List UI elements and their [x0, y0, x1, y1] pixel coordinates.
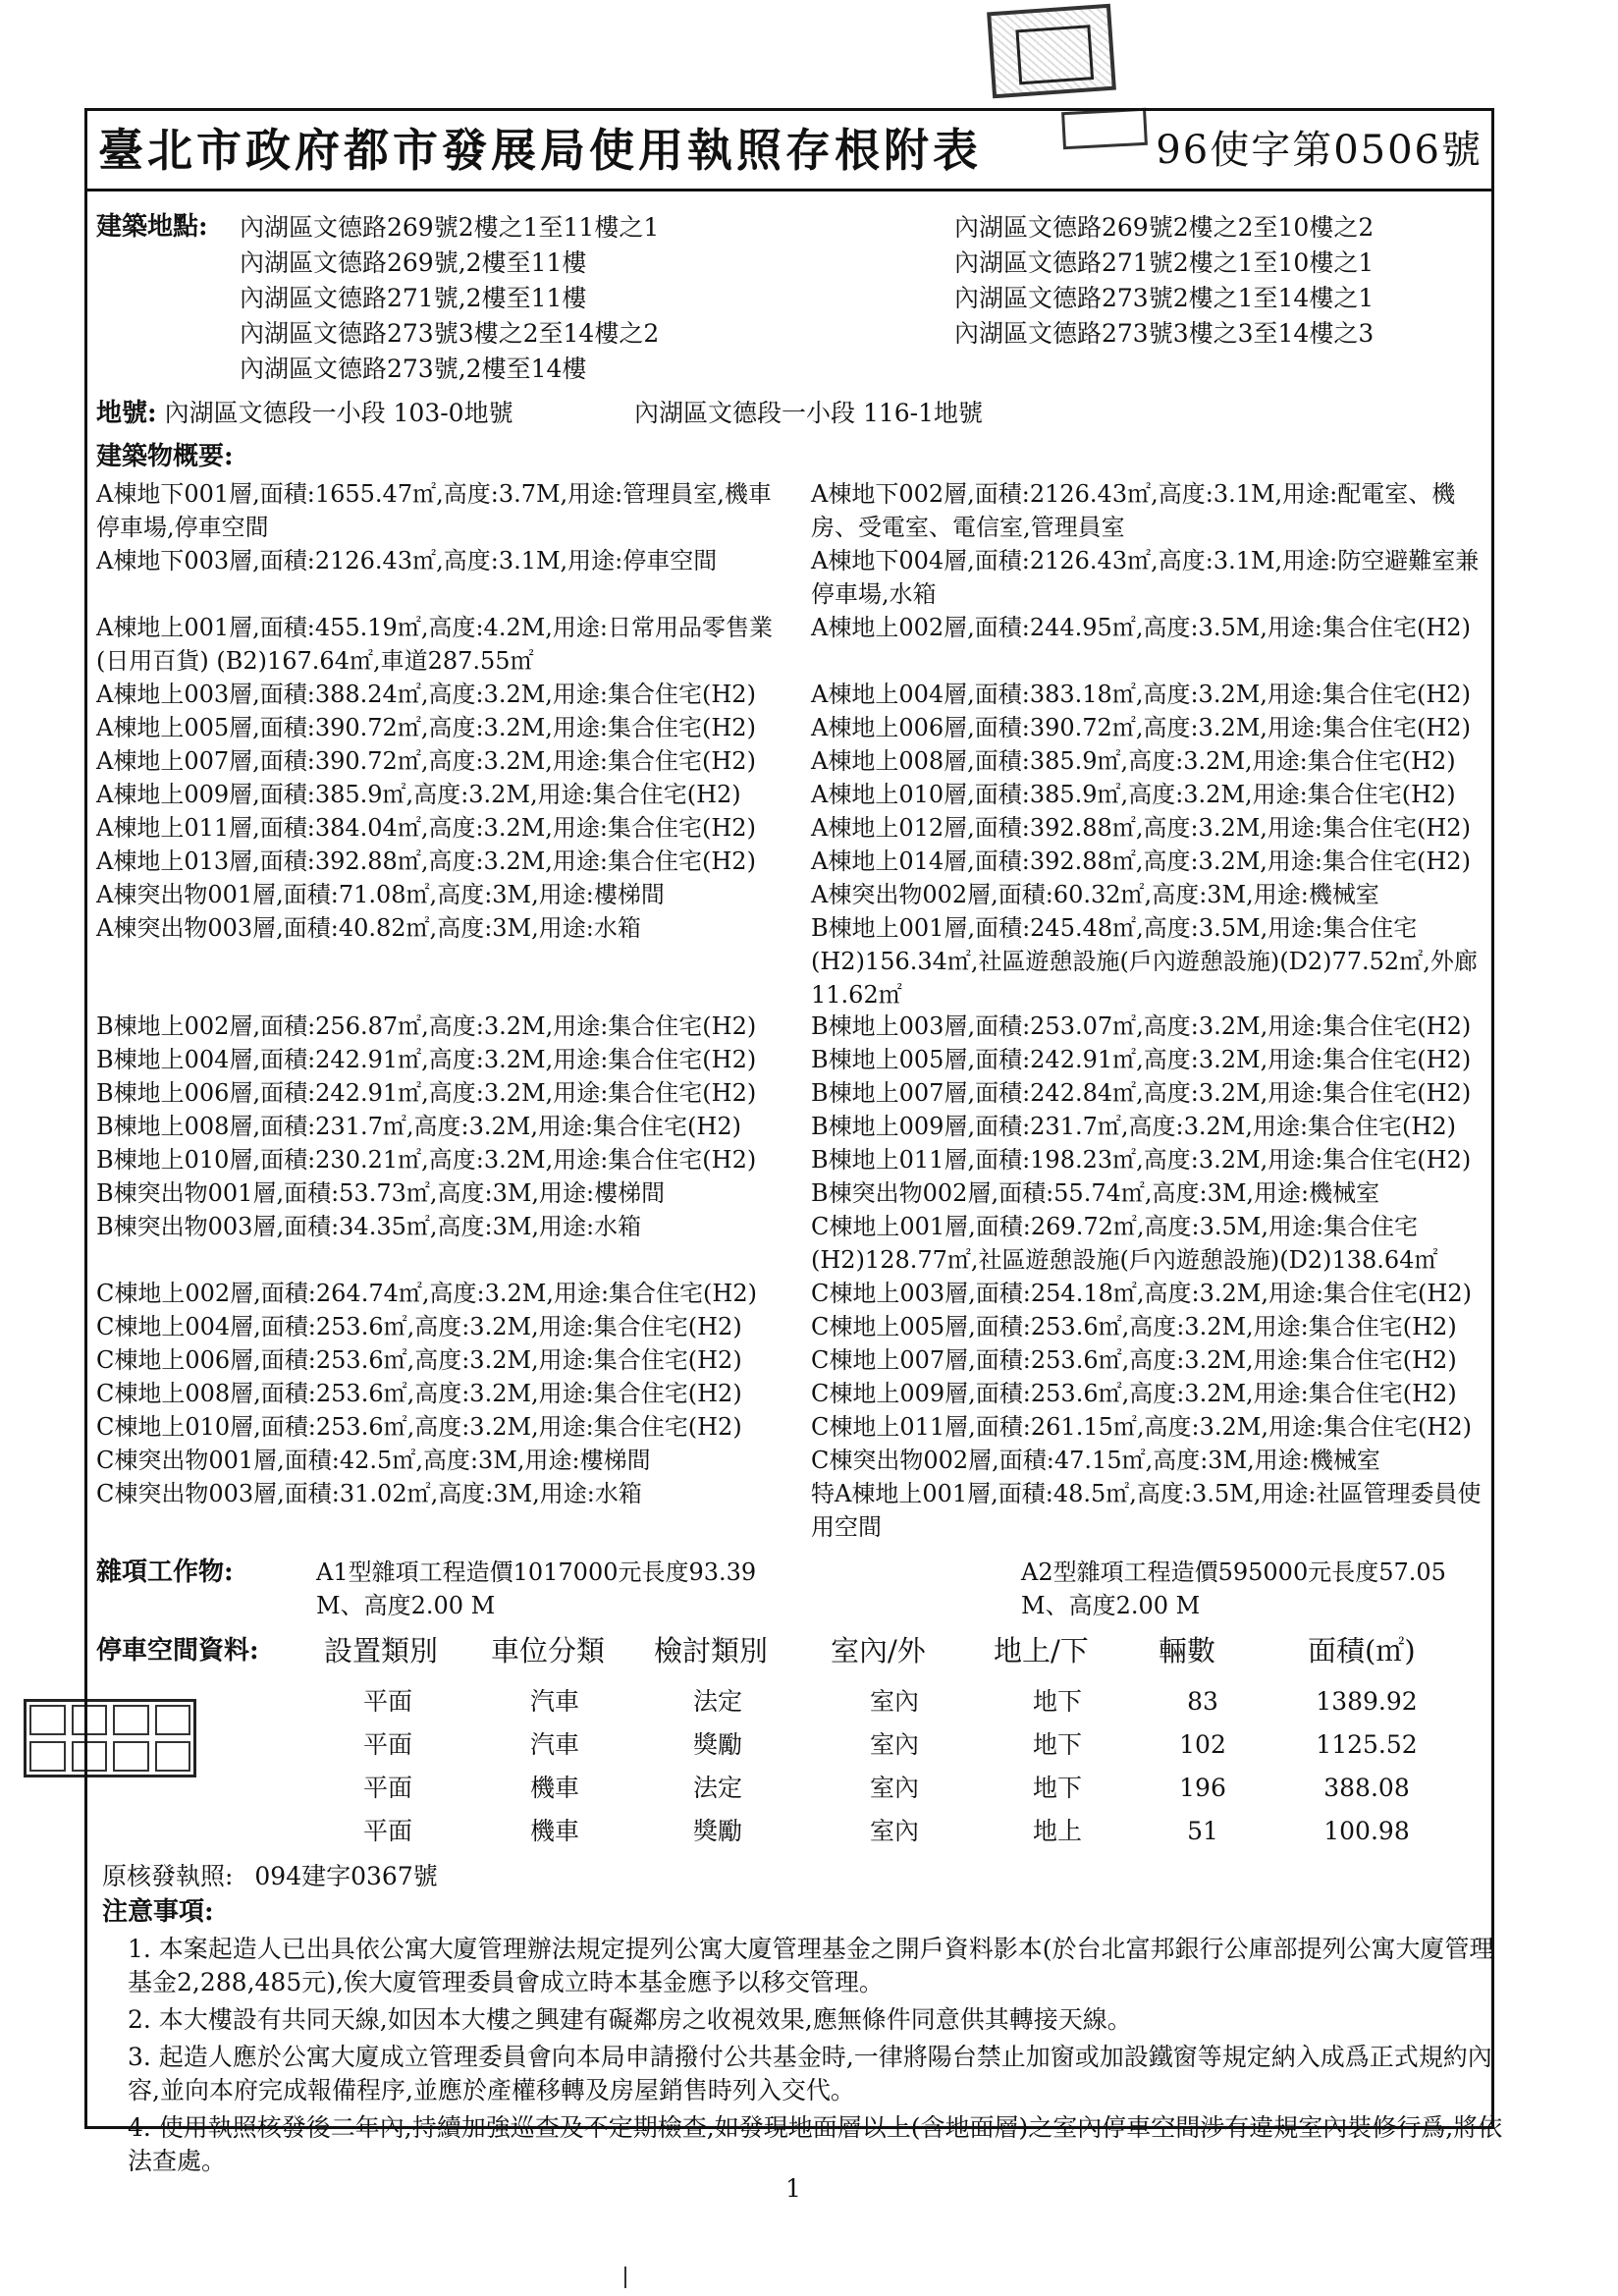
location-label: 建築地點: — [96, 212, 208, 242]
overview-cell-right: A棟地上008層,面積:385.9㎡,高度:3.2M,用途:集合住宅(H2) — [811, 747, 1456, 775]
overview-cell-left: B棟地上008層,面積:231.7㎡,高度:3.2M,用途:集合住宅(H2) — [96, 1113, 741, 1140]
parking-cell-area: 388.08 — [1323, 1774, 1410, 1802]
overview-cell-left: B棟地上010層,面積:230.21㎡,高度:3.2M,用途:集合住宅(H2) — [96, 1146, 757, 1174]
location-item: 內湖區文德路273號3樓之2至14樓之2 — [240, 319, 660, 348]
parking-cell-level: 地下 — [1032, 1687, 1082, 1716]
overview-cell-right: A棟地下004層,面積:2126.43㎡,高度:3.1M,用途:防空避難室兼停車場,水箱 — [811, 547, 1480, 608]
overview-cell-right: A棟地上010層,面積:385.9㎡,高度:3.2M,用途:集合住宅(H2) — [811, 781, 1456, 808]
overview-cell-right: A棟地上004層,面積:383.18㎡,高度:3.2M,用途:集合住宅(H2) — [811, 681, 1471, 708]
overview-cell-right: B棟地上009層,面積:231.7㎡,高度:3.2M,用途:集合住宅(H2) — [811, 1113, 1456, 1140]
title-divider — [84, 189, 1494, 191]
parking-cell-type: 平面 — [362, 1730, 412, 1759]
overview-cell-left: B棟地上006層,面積:242.91㎡,高度:3.2M,用途:集合住宅(H2) — [96, 1079, 757, 1107]
overview-cell-right: A棟突出物002層,面積:60.32㎡,高度:3M,用途:機械室 — [811, 881, 1379, 908]
overview-cell-right: 特A棟地上001層,面積:48.5㎡,高度:3.5M,用途:社區管理委員使用空間 — [811, 1480, 1482, 1541]
overview-cell-left: B棟突出物001層,面積:53.73㎡,高度:3M,用途:樓梯間 — [96, 1179, 666, 1207]
parking-cell-vehicle: 機車 — [529, 1817, 579, 1845]
document-title: 臺北市政府都市發展局使用執照存根附表 — [98, 123, 982, 177]
parking-cell-vehicle: 機車 — [529, 1774, 579, 1802]
overview-cell-left: A棟地上013層,面積:392.88㎡,高度:3.2M,用途:集合住宅(H2) — [96, 847, 756, 875]
parking-cell-level: 地下 — [1032, 1730, 1082, 1759]
overview-cell-right: B棟地上005層,面積:242.91㎡,高度:3.2M,用途:集合住宅(H2) — [811, 1046, 1472, 1073]
overview-cell-right: C棟地上005層,面積:253.6㎡,高度:3.2M,用途:集合住宅(H2) — [811, 1313, 1457, 1340]
overview-cell-left: B棟地上004層,面積:242.91㎡,高度:3.2M,用途:集合住宅(H2) — [96, 1046, 757, 1073]
overview-label: 建築物概要: — [96, 442, 234, 471]
parking-cell-indoor: 室內 — [869, 1817, 919, 1845]
location-item: 內湖區文德路273號3樓之3至14樓之3 — [954, 319, 1375, 348]
overview-cell-right: B棟地上003層,面積:253.07㎡,高度:3.2M,用途:集合住宅(H2) — [811, 1012, 1472, 1040]
overview-cell-left: A棟地上005層,面積:390.72㎡,高度:3.2M,用途:集合住宅(H2) — [96, 714, 756, 741]
misc-item-a: A1型雜項工程造價1017000元長度93.39 M、高度2.00 M — [316, 1558, 757, 1619]
parking-cell-area: 100.98 — [1323, 1817, 1410, 1845]
original-license-label: 原核發執照: — [102, 1862, 234, 1890]
note-item: 1. 本案起造人已出具依公寓大廈管理辦法規定提列公寓大廈管理基金之開戶資料影本(於台北富邦銀行公庫部提列公寓大廈管理基金2,288,485元),俟大廈管理委員會成立時本基金應予以移交管理。 — [128, 1935, 1494, 1996]
lot-value-b: 內湖區文德段一小段 116-1地號 — [634, 399, 984, 427]
overview-cell-right: A棟地下002層,面積:2126.43㎡,高度:3.1M,用途:配電室、機房、受電室、電信室,管理員室 — [811, 480, 1456, 541]
overview-cell-right: C棟地上007層,面積:253.6㎡,高度:3.2M,用途:集合住宅(H2) — [811, 1346, 1457, 1374]
overview-cell-right: C棟地上003層,面積:254.18㎡,高度:3.2M,用途:集合住宅(H2) — [811, 1280, 1472, 1307]
parking-cell-level: 地上 — [1032, 1817, 1082, 1845]
overview-cell-right: A棟地上006層,面積:390.72㎡,高度:3.2M,用途:集合住宅(H2) — [811, 714, 1471, 741]
parking-cell-count: 102 — [1179, 1730, 1226, 1759]
parking-cell-area: 1389.92 — [1316, 1687, 1418, 1716]
overview-cell-left: C棟突出物001層,面積:42.5㎡,高度:3M,用途:樓梯間 — [96, 1447, 651, 1474]
parking-cell-level: 地下 — [1032, 1774, 1082, 1802]
location-item: 內湖區文德路269號2樓之2至10樓之2 — [954, 213, 1375, 242]
parking-cell-review: 法定 — [692, 1774, 742, 1802]
notes-label: 注意事項: — [102, 1897, 214, 1927]
overview-cell-left: C棟地上006層,面積:253.6㎡,高度:3.2M,用途:集合住宅(H2) — [96, 1346, 742, 1374]
overview-cell-right: B棟地上011層,面積:198.23㎡,高度:3.2M,用途:集合住宅(H2) — [811, 1146, 1472, 1174]
overview-cell-left: B棟地上002層,面積:256.87㎡,高度:3.2M,用途:集合住宅(H2) — [96, 1012, 757, 1040]
location-item: 內湖區文德路269號2樓之1至11樓之1 — [240, 213, 660, 242]
overview-cell-left: A棟地下001層,面積:1655.47㎡,高度:3.7M,用途:管理員室,機車停車場,停車空間 — [96, 480, 772, 541]
location-right-list — [954, 210, 1374, 352]
parking-header-level: 地上/下 — [994, 1634, 1089, 1667]
parking-header-count: 輛數 — [1159, 1634, 1216, 1667]
parking-cell-type: 平面 — [362, 1774, 412, 1802]
parking-cell-indoor: 室內 — [869, 1687, 919, 1716]
parking-cell-type: 平面 — [362, 1817, 412, 1845]
overview-cell-left: A棟地上007層,面積:390.72㎡,高度:3.2M,用途:集合住宅(H2) — [96, 747, 756, 775]
overview-cell-right: C棟地上009層,面積:253.6㎡,高度:3.2M,用途:集合住宅(H2) — [811, 1380, 1457, 1407]
parking-header-indoor: 室內/外 — [831, 1634, 926, 1667]
overview-cell-left: C棟地上002層,面積:264.74㎡,高度:3.2M,用途:集合住宅(H2) — [96, 1280, 757, 1307]
overview-cell-right: B棟地上001層,面積:245.48㎡,高度:3.5M,用途:集合住宅(H2)156.34㎡,社區遊憩設施(戶內遊憩設施)(D2)77.52㎡,外廊11.62㎡ — [811, 914, 1478, 1009]
location-left-list — [240, 210, 659, 387]
parking-cell-count: 196 — [1179, 1774, 1226, 1802]
overview-cell-left: C棟地上004層,面積:253.6㎡,高度:3.2M,用途:集合住宅(H2) — [96, 1313, 742, 1340]
misc-label: 雜項工作物: — [96, 1558, 234, 1587]
location-item: 內湖區文德路273號2樓之1至14樓之1 — [954, 284, 1375, 312]
original-license-value: 094建字0367號 — [254, 1862, 438, 1890]
lot-value-a: 內湖區文德段一小段 103-0地號 — [164, 399, 513, 427]
parking-cell-type: 平面 — [362, 1687, 412, 1716]
original-license-row — [102, 1860, 438, 1893]
parking-header-review: 檢討類別 — [654, 1634, 769, 1667]
overview-cell-right: A棟地上012層,面積:392.88㎡,高度:3.2M,用途:集合住宅(H2) — [811, 814, 1471, 842]
parking-cell-vehicle: 汽車 — [529, 1687, 579, 1716]
parking-cell-count: 83 — [1187, 1687, 1218, 1716]
lot-label: 地號: — [96, 399, 157, 428]
overview-cell-left: A棟突出物003層,面積:40.82㎡,高度:3M,用途:水箱 — [96, 914, 641, 942]
parking-label: 停車空間資料: — [96, 1636, 259, 1666]
overview-cell-right: A棟地上014層,面積:392.88㎡,高度:3.2M,用途:集合住宅(H2) — [811, 847, 1471, 875]
location-item: 內湖區文德路271號,2樓至11樓 — [240, 284, 587, 312]
location-item: 內湖區文德路269號,2樓至11樓 — [240, 248, 587, 277]
overview-cell-left: A棟地下003層,面積:2126.43㎡,高度:3.1M,用途:停車空間 — [96, 547, 718, 574]
overview-cell-right: A棟地上002層,面積:244.95㎡,高度:3.5M,用途:集合住宅(H2) — [811, 614, 1471, 641]
overview-cell-left: A棟地上001層,面積:455.19㎡,高度:4.2M,用途:日常用品零售業(日用百貨) (B2)167.64㎡,車道287.55㎡ — [96, 614, 774, 675]
location-item: 內湖區文德路271號2樓之1至10樓之1 — [954, 248, 1375, 277]
official-stamp-top — [987, 4, 1116, 99]
parking-cell-area: 1125.52 — [1316, 1730, 1418, 1759]
overview-cell-left: B棟突出物003層,面積:34.35㎡,高度:3M,用途:水箱 — [96, 1213, 642, 1240]
overview-cell-right: B棟地上007層,面積:242.84㎡,高度:3.2M,用途:集合住宅(H2) — [811, 1079, 1472, 1107]
parking-header-vehicle: 車位分類 — [491, 1634, 606, 1667]
note-item: 3. 起造人應於公寓大廈成立管理委員會向本局申請撥付公共基金時,一律將陽台禁止加窗或加設鐵窗等規定納入成爲正式規約內容,並向本府完成報備程序,並應於產權移轉及房屋銷售時列入交代。 — [128, 2043, 1492, 2105]
scan-mark — [624, 2267, 626, 2288]
page-number: 1 — [785, 2174, 801, 2203]
overview-cell-right: C棟地上011層,面積:261.15㎡,高度:3.2M,用途:集合住宅(H2) — [811, 1413, 1472, 1441]
overview-cell-right: B棟突出物002層,面積:55.74㎡,高度:3M,用途:機械室 — [811, 1179, 1380, 1207]
overview-cell-left: C棟地上010層,面積:253.6㎡,高度:3.2M,用途:集合住宅(H2) — [96, 1413, 742, 1441]
overview-cell-right: C棟地上001層,面積:269.72㎡,高度:3.5M,用途:集合住宅(H2)128.77㎡,社區遊憩設施(戶內遊憩設施)(D2)138.64㎡ — [811, 1213, 1438, 1274]
parking-cell-review: 法定 — [692, 1687, 742, 1716]
parking-cell-indoor: 室內 — [869, 1730, 919, 1759]
overview-cell-left: C棟突出物003層,面積:31.02㎡,高度:3M,用途:水箱 — [96, 1480, 642, 1507]
parking-header-area: 面積(㎡) — [1308, 1634, 1416, 1667]
document-number: 96使字第0506號 — [1156, 127, 1483, 173]
overview-cell-left: A棟突出物001層,面積:71.08㎡,高度:3M,用途:樓梯間 — [96, 881, 665, 908]
overview-cell-left: A棟地上003層,面積:388.24㎡,高度:3.2M,用途:集合住宅(H2) — [96, 681, 756, 708]
lot-number-row — [96, 397, 513, 431]
document-header — [98, 116, 1483, 185]
parking-cell-indoor: 室內 — [869, 1774, 919, 1802]
note-item: 2. 本大樓設有共同天線,如因本大樓之興建有礙鄰房之收視效果,應無條件同意供其轉接天線。 — [128, 2005, 1132, 2034]
parking-header-type: 設置類別 — [324, 1634, 439, 1667]
overview-cell-left: A棟地上009層,面積:385.9㎡,高度:3.2M,用途:集合住宅(H2) — [96, 781, 741, 808]
overview-cell-left: C棟地上008層,面積:253.6㎡,高度:3.2M,用途:集合住宅(H2) — [96, 1380, 742, 1407]
notes-list — [102, 1933, 1518, 2182]
parking-cell-review: 獎勵 — [692, 1730, 742, 1759]
location-item: 內湖區文德路273號,2樓至14樓 — [240, 355, 587, 383]
parking-cell-count: 51 — [1187, 1817, 1218, 1845]
note-item: 4. 使用執照核發後二年內,持續加強巡查及不定期檢查,如發現地面層以上(含地面層)之室內停車空間涉有違規室內裝修行爲,將依法查處。 — [128, 2113, 1503, 2175]
parking-cell-review: 獎勵 — [692, 1817, 742, 1845]
misc-item-b: A2型雜項工程造價595000元長度57.05 M、高度2.00 M — [1021, 1558, 1446, 1619]
overview-cell-right: C棟突出物002層,面積:47.15㎡,高度:3M,用途:機械室 — [811, 1447, 1380, 1474]
overview-cell-left: A棟地上011層,面積:384.04㎡,高度:3.2M,用途:集合住宅(H2) — [96, 814, 756, 842]
parking-cell-vehicle: 汽車 — [529, 1730, 579, 1759]
